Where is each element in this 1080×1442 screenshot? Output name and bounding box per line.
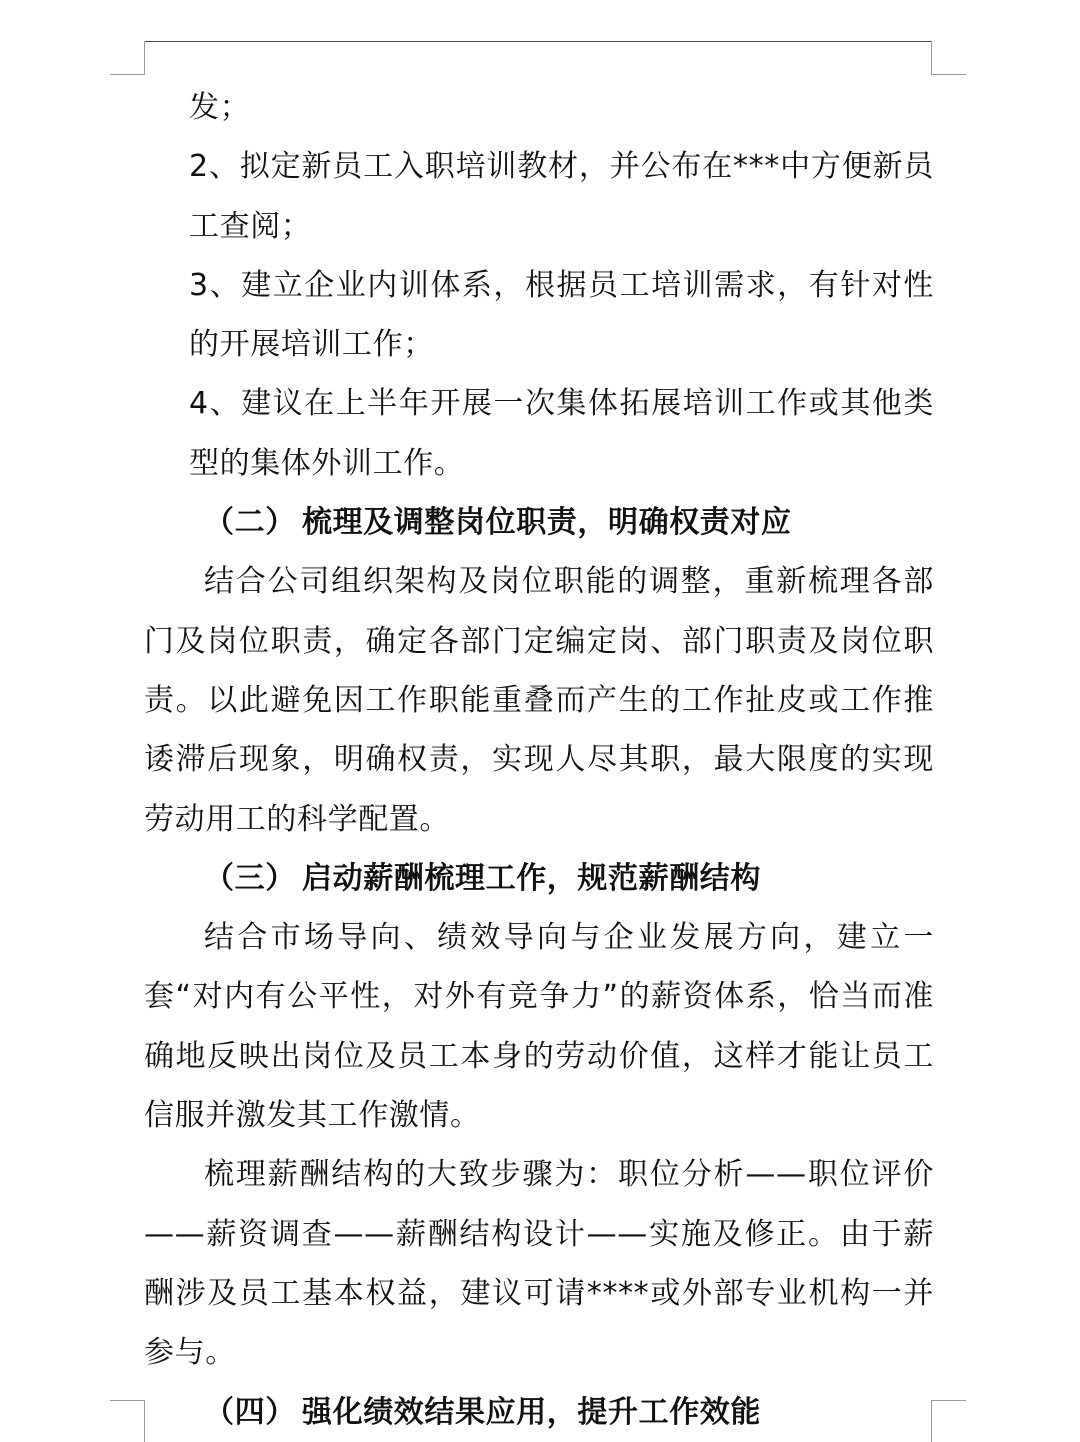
list-item: 2、拟定新员工入职培训教材，并公布在***中方便新员工查阅； [189,149,934,244]
section-title: 强化绩效结果应用，提升工作效能 [302,1394,761,1430]
crop-mark-top-left [144,41,145,75]
section-number: （四） [204,1394,296,1430]
crop-mark-top-right [931,41,932,75]
section-number: （三） [204,860,296,896]
section-heading [144,849,934,908]
section-title: 启动薪酬梳理工作，规范薪酬结构 [302,860,761,896]
crop-mark-bottom-left [110,1400,145,1401]
section-number: （二） [204,505,296,541]
crop-mark-bottom-right [931,1400,966,1401]
section-heading [144,493,934,552]
body-paragraph: 结合公司组织架构及岗位职能的调整，重新梳理各部门及岗位职责，确定各部门定编定岗、部门职责及岗位职责。以此避免因工作职能重叠而产生的工作扯皮或工作推诿滞后现象，明确权责，实现人尽其职，最大限度的实现劳动用工的科学配置。 [144,564,934,837]
crop-mark-top-left [110,74,145,75]
list-item: 3、建立企业内训体系，根据员工培训需求，有针对性的开展培训工作； [189,267,934,363]
body-paragraph: 结合市场导向、绩效导向与企业发展方向，建立一套“对内有公平性，对外有竞争力”的薪资体系，恰当而准确地反映出岗位及员工本身的劳动价值，这样才能让员工信服并激发其工作激情。 [144,920,934,1134]
list-item: 4、建议在上半年开展一次集体拓展培训工作或其他类型的集体外训工作。 [189,386,934,481]
list-item: 发； [189,90,251,125]
crop-mark-top-right [931,74,966,75]
page-top-rule [145,41,932,42]
section-title: 梳理及调整岗位职责，明确权责对应 [302,505,792,541]
document-body [144,78,934,1442]
body-paragraph: 梳理薪酬结构的大致步骤为：职位分析——职位评价——薪资调查——薪酬结构设计——实施及修正。由于薪酬涉及员工基本权益，建议可请****或外部专业机构一并参与。 [144,1157,934,1371]
section-heading [144,1383,934,1442]
